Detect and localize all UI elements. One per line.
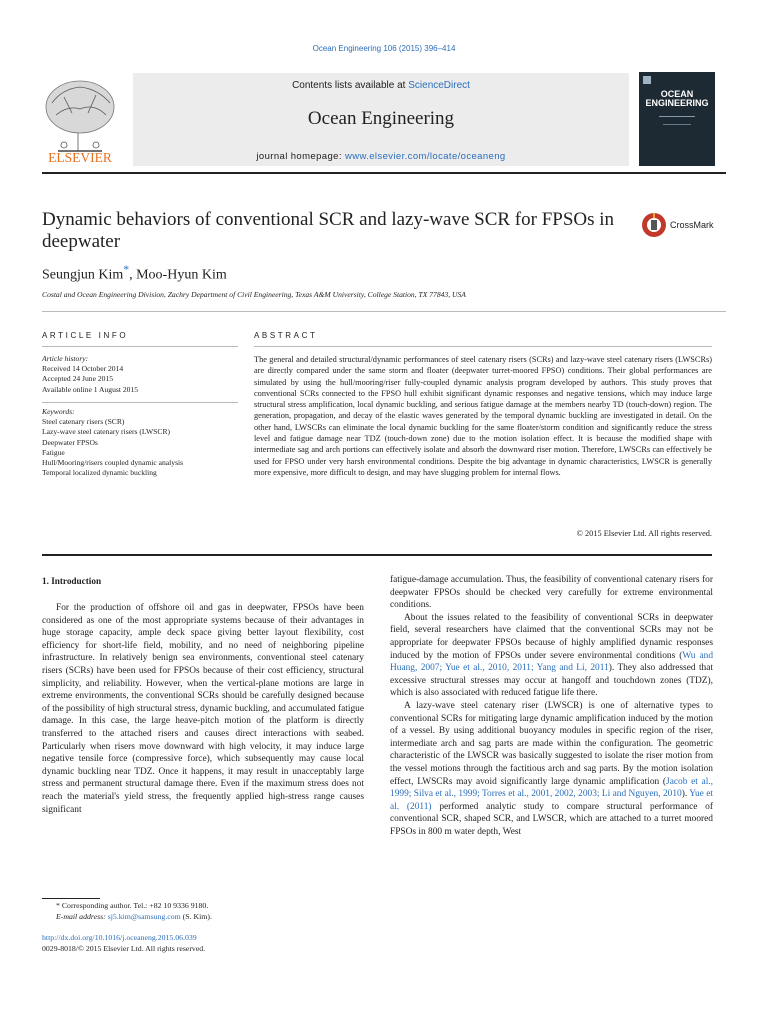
elsevier-wordmark: ELSEVIER (48, 150, 112, 165)
elsevier-logo (38, 73, 122, 165)
history-item: Available online 1 August 2015 (42, 384, 139, 394)
body-paragraph: About the issues related to the feasibility of conventional SCRs in deepwater field, several researchers have claimed that the conventional SCRs may not be appropriate for deepwater FPSOs because of highly amplified dynamic responses induced by the motion of FPSOs under severe environmental conditions (Wu and Huang, 2007; Yue et al., 2010, 2011; Yang and Li, 2011). They also addressed that excessive structural stresses may occur at hangoff and touchdown zones (TDZ), which is also associated with reduced fatigue life there. (390, 612, 714, 699)
article-history: Article history: Received 14 October 2014 Accepted 24 June 2015 Available online 1 August 2015 (42, 354, 238, 395)
keywords-list: Keywords: Steel catenary risers (SCR) Lazy-wave steel catenary risers (LWSCR) Deepwater FPSOs Fatigue Hull/Mooring/risers coupled dynamic analysis Temporal localized dynamic buckling (42, 407, 238, 478)
history-item: Accepted 24 June 2015 (42, 374, 114, 384)
journal-title: Ocean Engineering (307, 108, 455, 129)
cover-divider (659, 116, 695, 117)
keyword: Deepwater FPSOs (42, 437, 98, 447)
citation-link[interactable]: Wu and Huang, 2007; Yue et al., 2010, 2011; Yang and Li, 2011 (390, 650, 714, 674)
journal-citation[interactable]: Ocean Engineering 106 (2015) 396–414 (312, 44, 456, 53)
cover-emblem-icon (643, 76, 651, 84)
sciencedirect-link[interactable]: ScienceDirect (408, 80, 470, 91)
citation-link[interactable]: Jacob et al., 1999; Silva et al., 1999; Torres et al., 2001, 2002, 2003; Li and Nguyen, 2010 (390, 776, 713, 800)
body-paragraph: For the production of offshore oil and gas in deepwater, FPSOs have been considered as one of the most appropriate systems because of their advantages in huge storage capacity, ample deck space giving better layout flexibility, cost efficiency for short-life field, mobility, and no need of neighboring pipeline infrastructure. In relatively benign sea environments, conventional steel catenary risers (SCRs) have been used for FPSOs because of their cost efficiency, structural simplicity, and reliability. However, when the vertical-plane motions are large in extreme environments, the conventional SCRs should be carefully designed because of the possibility of high structural stress, dynamic buckling, and accumulated fatigue damage. In this case, the large heave-pitch motion of the platform is directly transferred to the attached risers and causes direct interactions with seabed. Particularly when risers move downward with high velocity, it may induce large negative tensile force (compressive force), which subsequently may cause local dynamic buckling near TDZ. Once it happens, it may result in unacceptably large stress and permanent structural damage there. Even if the maximum stress does not reach the material's yield stress, the frequently applied high-stress range causes significant (42, 603, 364, 815)
author-list: Seungjun Kim*, Moo-Hyun Kim (42, 263, 227, 283)
affiliation: Costal and Ocean Engineering Division, Zachry Department of Civil Engineering, Texas A&M University, College Station, TX 77843, USA (42, 290, 466, 299)
contents-line: Contents lists available at ScienceDirect (292, 80, 470, 91)
abstract-rule (254, 346, 712, 347)
abstract-text: The general and detailed structural/dynamic performances of steel catenary risers (SCRs) and lazy-wave steel catenary risers (LWSCRs) are directly compared under the same storm and floater (deepwater turret-moored FPSO) conditions. Their global performances are simulated by using the hull/mooring/riser fully-coupled dynamic analysis program developed by authors. This study proves that conventional SCRs connected to the FPSO hull exhibit significant dynamic responses and negative tensions, which may induce large structural stress amplification, local dynamic buckling, and serious fatigue damage at the members nearby TD (touch-down) region. The generation, propagation, and decay of the elastic waves generated by the temporal dynamic buckling are investigated in detail. On the other hand, LWSCRs can eliminate the local dynamic buckling for the same floater/storm condition and significantly reduce the stress level and fatigue damage near TDZ (touch-down zone) due to the motion isolation effect. It is because the modified shape with intermediate sag and arch portions can effectively isolate and absorb the downward riser motion. Therefore, LWSCRs can effectively be used for FPSO under very harsh environmental conditions. Despite the big advantage in dynamic characteristics, LWSCR is generally more expensive, more difficult to design, and may have slugging problem for internal flows. (254, 355, 712, 477)
abstract-copyright: © 2015 Elsevier Ltd. All rights reserved. (576, 529, 712, 538)
keyword: Fatigue (42, 447, 65, 457)
keyword: Temporal localized dynamic buckling (42, 468, 157, 478)
cover-title: OCEAN ENGINEERING (645, 89, 709, 108)
homepage-line: journal homepage: www.elsevier.com/locate/oceaneng (256, 151, 506, 162)
front-matter-rule (42, 554, 712, 556)
article-info-rule (42, 346, 238, 347)
issn-line: 0029-8018/© 2015 Elsevier Ltd. All rights reserved. (42, 943, 206, 953)
keyword: Lazy-wave steel catenary risers (LWSCR) (42, 427, 171, 437)
author-name: Seungjun Kim (42, 267, 124, 283)
abstract-heading: ABSTRACT (254, 331, 318, 340)
body-column-left (42, 602, 364, 816)
corresponding-author-note: * Corresponding author. Tel.: +82 10 9336 9180. (56, 901, 209, 910)
keyword: Hull/Mooring/risers coupled dynamic analysis (42, 458, 184, 468)
body-column-right (390, 574, 713, 838)
keyword: Steel catenary risers (SCR) (42, 417, 125, 427)
header-rule (42, 172, 726, 174)
section-heading: 1. Introduction (42, 576, 102, 586)
homepage-link[interactable]: www.elsevier.com/locate/oceaneng (344, 151, 506, 162)
body-paragraph: A lazy-wave steel catenary riser (LWSCR) is one of alternative types to conventional SCRs for mitigating large dynamic amplification induced by the motion of a vessel. By using additional buoyancy modules in specific region of the riser, intermediate arch and sag parts are made within the configuration. The geometric characteristic of the LWSCR was basically suggested to isolate the riser motion from the vessel motions through the factitious arch and sag parts. By the motion isolation effect, LWSCRs may avoid significantly large dynamic amplification (Jacob et al., 1999; Silva et al., 1999; Torres et al., 2001, 2002, 2003; Li and Nguyen, 2010). Yue et al. (2011) performed analytic study to compare structural performance of conventional SCR, shaped SCR, and LWSCR, which are attached to a turret moored FPSOs in 800 m water depth, West (390, 700, 713, 837)
citation-link[interactable]: Yue et al. (2011) (390, 789, 713, 812)
email-note: E-mail address: sj5.kim@samsung.com (S. Kim). (56, 911, 212, 921)
email-link[interactable]: sj5.kim@samsung.com (107, 911, 181, 921)
footnote-rule (42, 898, 100, 899)
corresponding-author-mark[interactable]: * (123, 263, 130, 276)
author-name: Moo-Hyun Kim (136, 267, 227, 283)
cover-divider (663, 124, 691, 125)
journal-cover[interactable] (639, 72, 715, 166)
tree-icon (46, 81, 114, 151)
body-paragraph: fatigue-damage accumulation. Thus, the feasibility of conventional catenary risers for deepwater FPSOs should be checked very carefully for extreme environmental conditions. (390, 575, 713, 611)
article-info-divider (42, 402, 238, 403)
crossmark-label[interactable]: CrossMark (670, 220, 714, 230)
footnotes (42, 901, 362, 922)
section-rule (42, 311, 726, 312)
history-item: Received 14 October 2014 (42, 364, 124, 374)
article-title: Dynamic behaviors of conventional SCR and lazy-wave SCR for FPSOs in deepwater (42, 209, 615, 252)
doi-link[interactable]: http://dx.doi.org/10.1016/j.oceaneng.2015.06.039 (42, 933, 197, 942)
article-info-heading: ARTICLE INFO (42, 331, 129, 340)
doi-block (42, 933, 362, 954)
